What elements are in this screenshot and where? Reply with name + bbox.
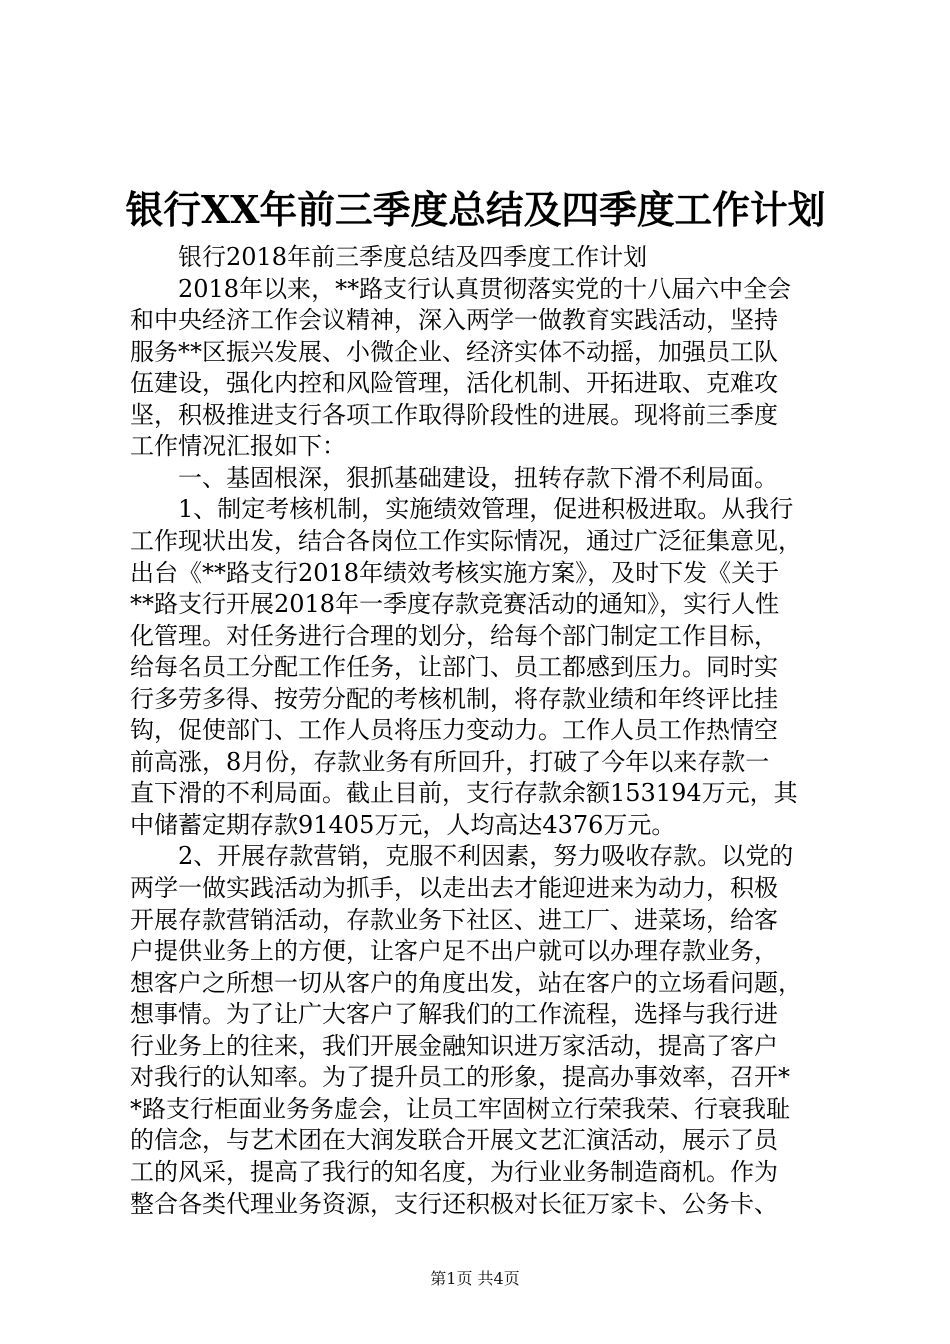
body-line: 坚，积极推进支行各项工作取得阶段性的进展。现将前三季度 (130, 400, 778, 429)
body-line: 钩，促使部门、工作人员将压力变动力。工作人员工作热情空 (130, 716, 778, 745)
body-line: *路支行柜面业务务虚会，让员工牢固树立行荣我荣、行衰我耻 (130, 1094, 790, 1123)
body-line: 直下滑的不利局面。截止目前，支行存款余额153194万元，其 (130, 779, 798, 808)
body-line: 想事情。为了让广大客户了解我们的工作流程，选择与我行进 (130, 1000, 778, 1029)
body-line: 的信念，与艺术团在大润发联合开展文艺汇演活动，展示了员 (130, 1126, 778, 1155)
body-line: 前高涨，8月份，存款业务有所回升，打破了今年以来存款一 (130, 747, 770, 776)
body-line: 2018年以来，**路支行认真贯彻落实党的十八届六中全会 (130, 274, 792, 303)
body-line: 户提供业务上的方便，让客户足不出户就可以办理存款业务， (130, 937, 778, 966)
document-title (0, 186, 950, 234)
body-line: 给每名员工分配工作任务，让部门、员工都感到压力。同时实 (130, 653, 778, 682)
body-line: 想客户之所想一切从客户的角度出发，站在客户的立场看问题， (130, 968, 802, 997)
body-line: 服务**区振兴发展、小微企业、经济实体不动摇，加强员工队 (130, 337, 778, 366)
body-line: 对我行的认知率。为了提升员工的形象，提高办事效率，召开* (130, 1063, 790, 1092)
body-line: 中储蓄定期存款91405万元，人均高达4376万元。 (130, 810, 676, 839)
body-line: 整合各类代理业务资源，支行还积极对长征万家卡、公务卡、 (130, 1189, 778, 1218)
body-line: 行业务上的往来，我们开展金融知识进万家活动，提高了客户 (130, 1031, 778, 1060)
body-line: 开展存款营销活动，存款业务下社区、进工厂、进菜场，给客 (130, 905, 778, 934)
body-line: 出台《**路支行2018年绩效考核实施方案》，及时下发《关于 (130, 558, 780, 587)
body-line: 和中央经济工作会议精神，深入两学一做教育实践活动，坚持 (130, 306, 778, 335)
body-line: 2、开展存款营销，克服不利因素，努力吸收存款。以党的 (130, 842, 794, 871)
body-line: 行多劳多得、按劳分配的考核机制，将存款业绩和年终评比挂 (130, 684, 778, 713)
body-line: 工作现状出发，结合各岗位工作实际情况，通过广泛征集意见， (130, 526, 802, 555)
body-line: 银行2018年前三季度总结及四季度工作计划 (130, 243, 648, 271)
page-footer: 第1页 共4页 (430, 1269, 520, 1288)
body-line: 工的风采，提高了我行的知名度，为行业业务制造商机。作为 (130, 1157, 778, 1186)
body-line: 两学一做实践活动为抓手，以走出去才能迎进来为动力，积极 (130, 874, 778, 902)
body-line: 工作情况汇报如下： (130, 432, 346, 461)
body-line: 一、基固根深，狠抓基础建设，扭转存款下滑不利局面。 (130, 463, 778, 492)
body-line: 1、制定考核机制，实施绩效管理，促进积极进取。从我行 (130, 495, 794, 524)
body-line: 化管理。对任务进行合理的划分，给每个部门制定工作目标， (130, 621, 778, 650)
body-line: **路支行开展2018年一季度存款竞赛活动的通知》，实行人性 (130, 590, 780, 619)
document-title-text: 银行XX年前三季度总结及四季度工作计划 (125, 187, 825, 232)
body-line: 伍建设，强化内控和风险管理，活化机制、开拓进取、克难攻 (130, 369, 778, 398)
